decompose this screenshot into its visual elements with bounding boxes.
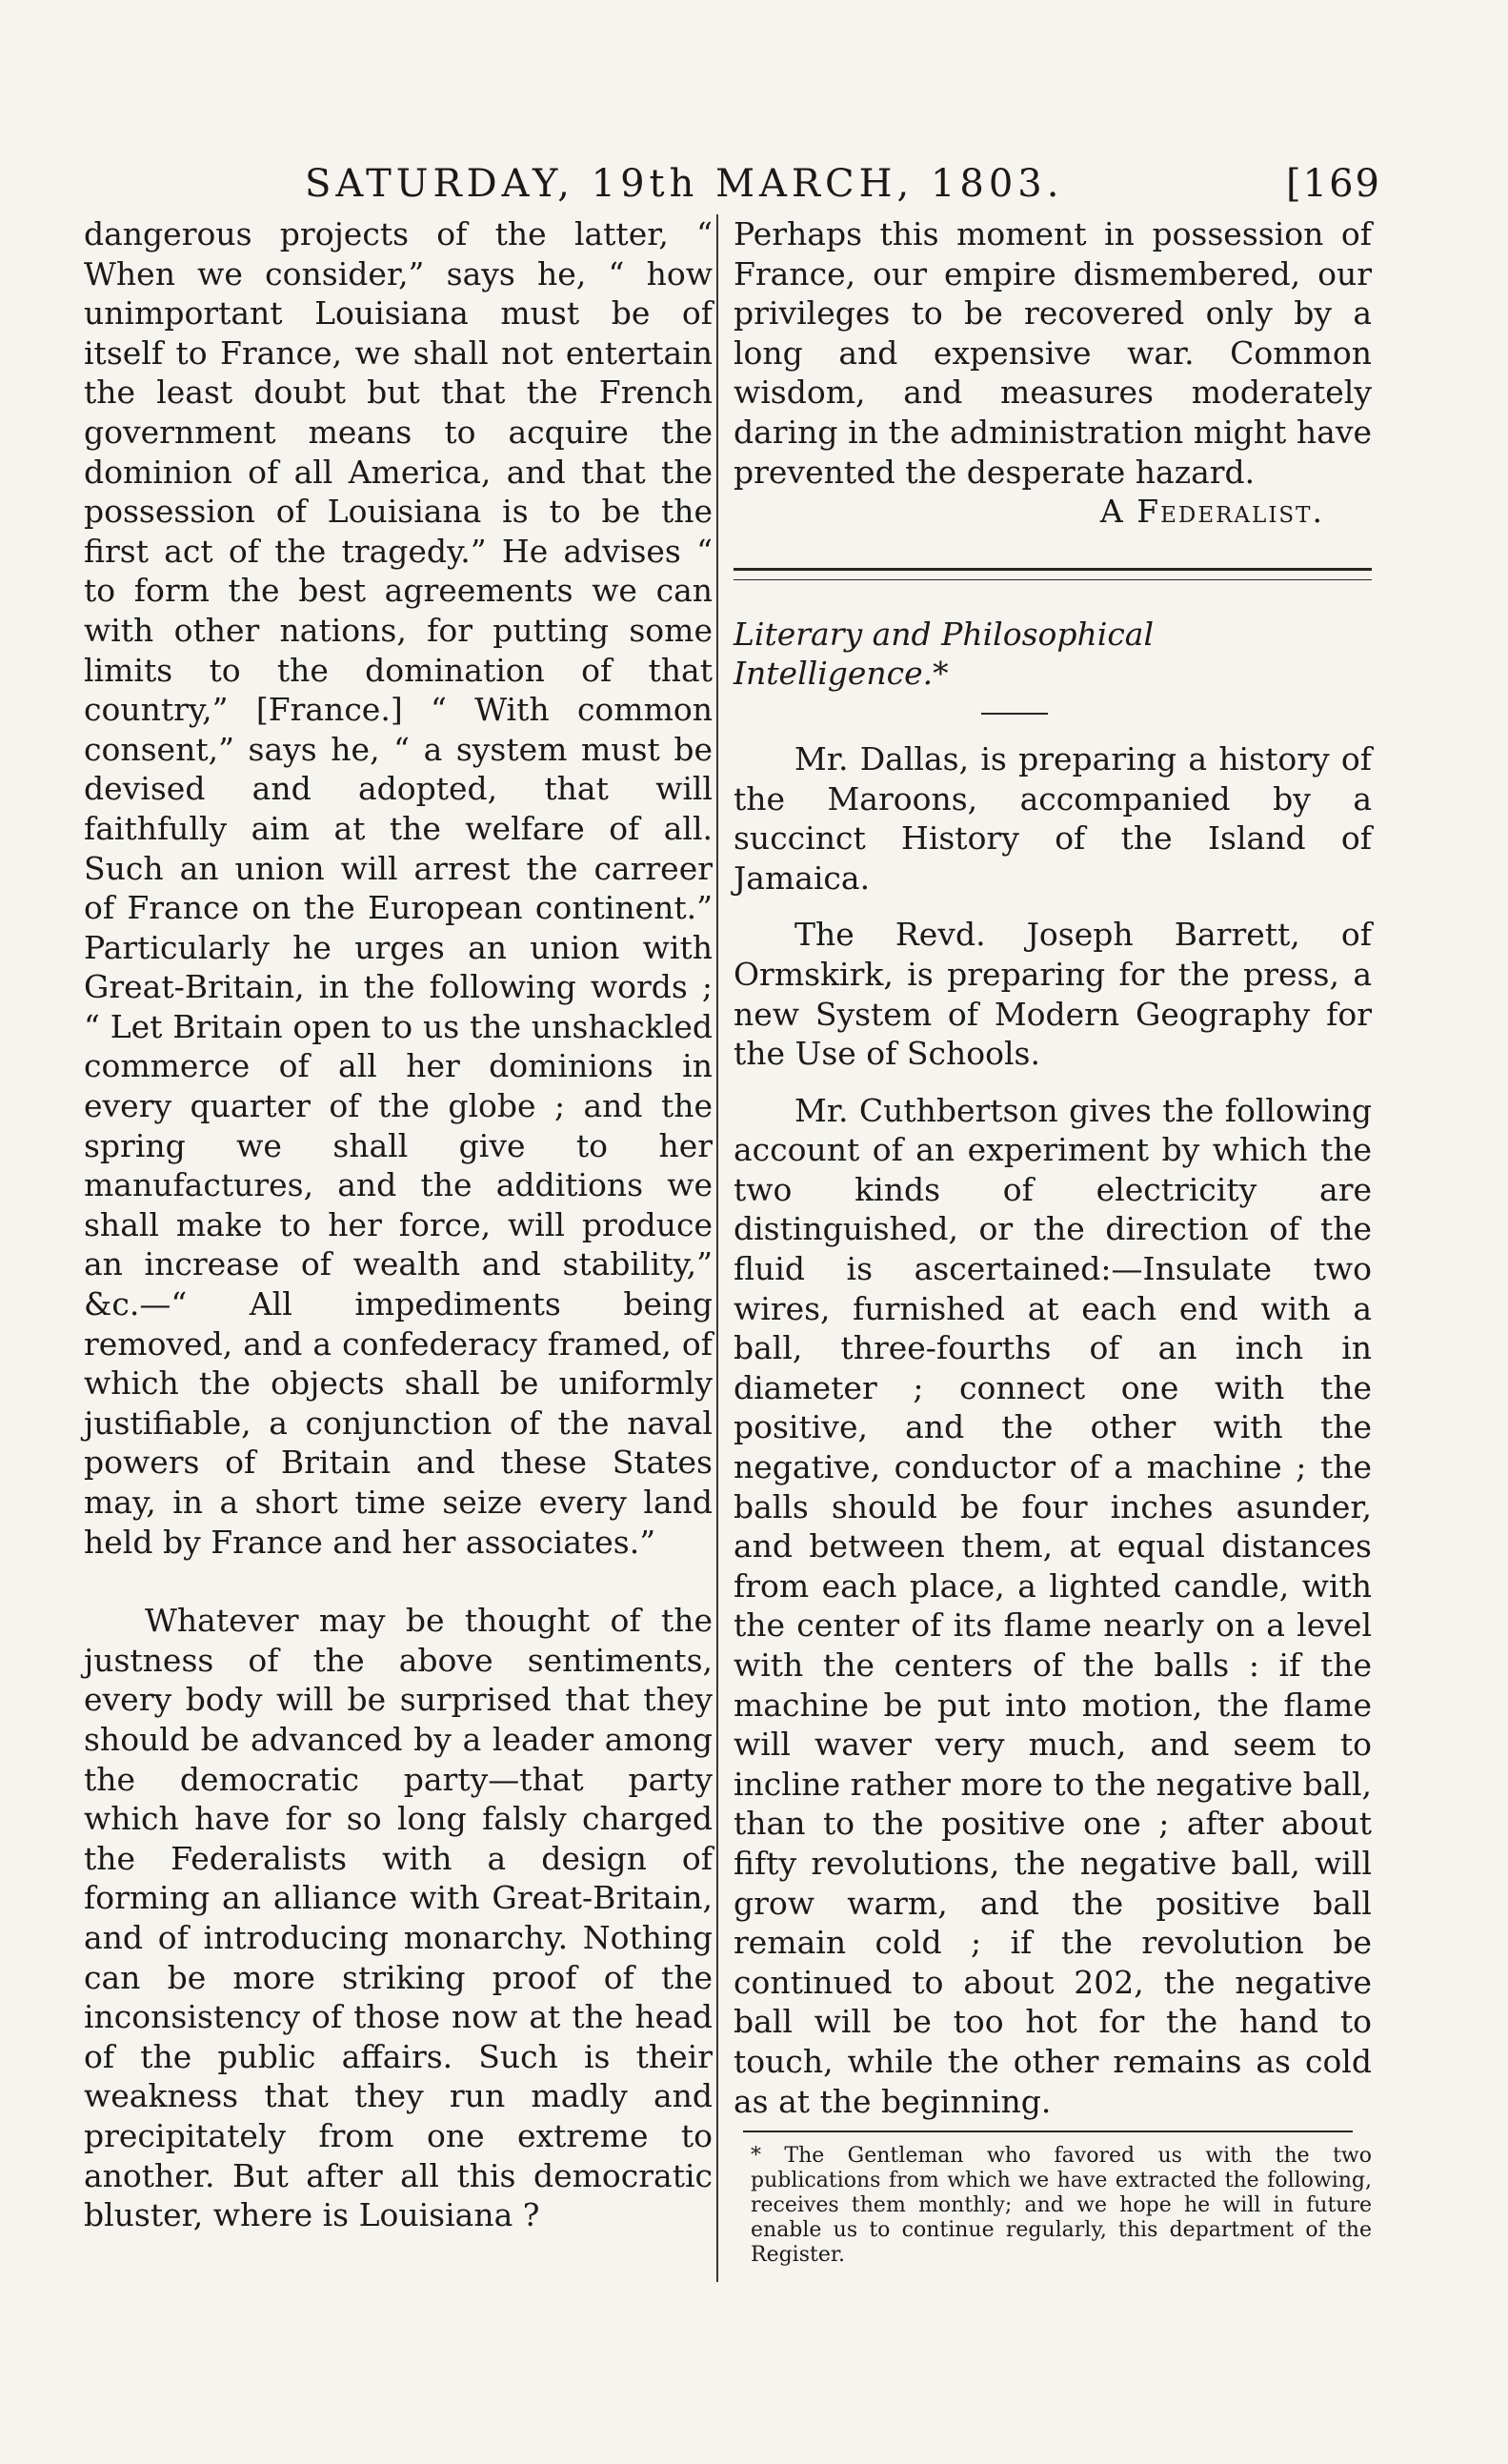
signature: A Federalist. [1099, 493, 1324, 531]
literary-item-2: The Revd. Joseph Barrett, of Ormskirk, is preparing for the press, a new System of Modern Geography for the Use of Schools. [734, 916, 1372, 1073]
column-divider [716, 214, 718, 2282]
left-column [84, 214, 713, 2406]
literary-item-3: Mr. Cuthbertson gives the following account of an experiment by which the two kinds of electricity are distinguished, or the direction of the fluid is ascertained:—Insulate two wires, furnished at each end with a ball, three-fourths of an inch in diameter ; connect one with the positive, and the other with the negative, conductor of a machine ; the balls should be four inches asunder, and between them, at equal distances from each place, a lighted candle, with the center of its flame nearly on a level with the centers of the balls : if the machine be put into motion, the flame will waver very much, and seem to incline rather more to the negative ball, than to the positive one ; after about fifty revolutions, the negative ball, will grow warm, and the positive ball remain cold ; if the revolution be continued to about 202, the negative ball will be too hot for the hand to touch, while the other remains as cold as at the beginning. [734, 1091, 1372, 2120]
page-header [305, 162, 1381, 219]
header-date-line: SATURDAY, 19th MARCH, 1803. [305, 162, 1064, 206]
right-column [734, 214, 1372, 2406]
section-short-rule [981, 713, 1048, 715]
section-title: Literary and Philosophical Intelligence.* [734, 615, 1155, 693]
left-paragraph-2: Whatever may be thought of the justness of the above sentiments, every body will be surprised that they should be advanced by a leader among the democratic party—that party which have for so long falsly charged the Federalists with a design of forming an alliance with Great-Britain, and of introducing monarchy. Nothing can be more striking proof of the inconsistency of those now at the head of the public affairs. Such is their weakness that they run madly and precipitately from one extreme to another. But after all this democratic bluster, where is Louisiana ? [84, 1602, 713, 2234]
footnote-rule [743, 2131, 1353, 2132]
page-number: [169 [1286, 162, 1381, 206]
left-paragraph-1: dangerous projects of the latter, “ When we consider,” says he, “ how unimportant Louisiana must be of itself to France, we shall not entertain the least doubt but that the French government means to acquire the dominion of all America, and that the possession of Louisiana is to be the first act of the tragedy.” He advises “ to form the best agreements we can with other nations, for putting some limits to the domination of that country,” [France.] “ With common consent,” says he, “ a system must be devised and adopted, that will faithfully aim at the welfare of all. Such an union will arrest the carreer of France on the European continent.” Particularly he urges an union with Great-Britain, in the following words ; “ Let Britain open to us the unshackled commerce of all her dominions in every quarter of the globe ; and the spring we shall give to her manufactures, and the additions we shall make to her force, will produce an increase of wealth and stability,” &c.—“ All impediments being removed, and a confederacy framed, of which the objects shall be uniformly justifiable, a conjunction of the naval powers of Britain and these States may, in a short time seize every land held by France and her associates.” [84, 215, 713, 1561]
section-double-rule [734, 568, 1372, 580]
footnote [734, 2144, 1372, 2268]
right-paragraph-1: Perhaps this moment in possession of France, our empire dismembered, our privileges to be recovered only by a long and expensive war. Common wisdom, and measures moderately daring in the administration might have prevented the desperate hazard. [734, 215, 1372, 491]
footnote-text: * The Gentleman who favored us with the two publications from which we have extracted the following, receives them monthly; and we hope he will in future enable us to continue regularly, this department of the Register. [751, 2144, 1372, 2268]
literary-item-1: Mr. Dallas, is preparing a history of the Maroons, accompanied by a succinct History of the Island of Jamaica. [734, 739, 1372, 897]
